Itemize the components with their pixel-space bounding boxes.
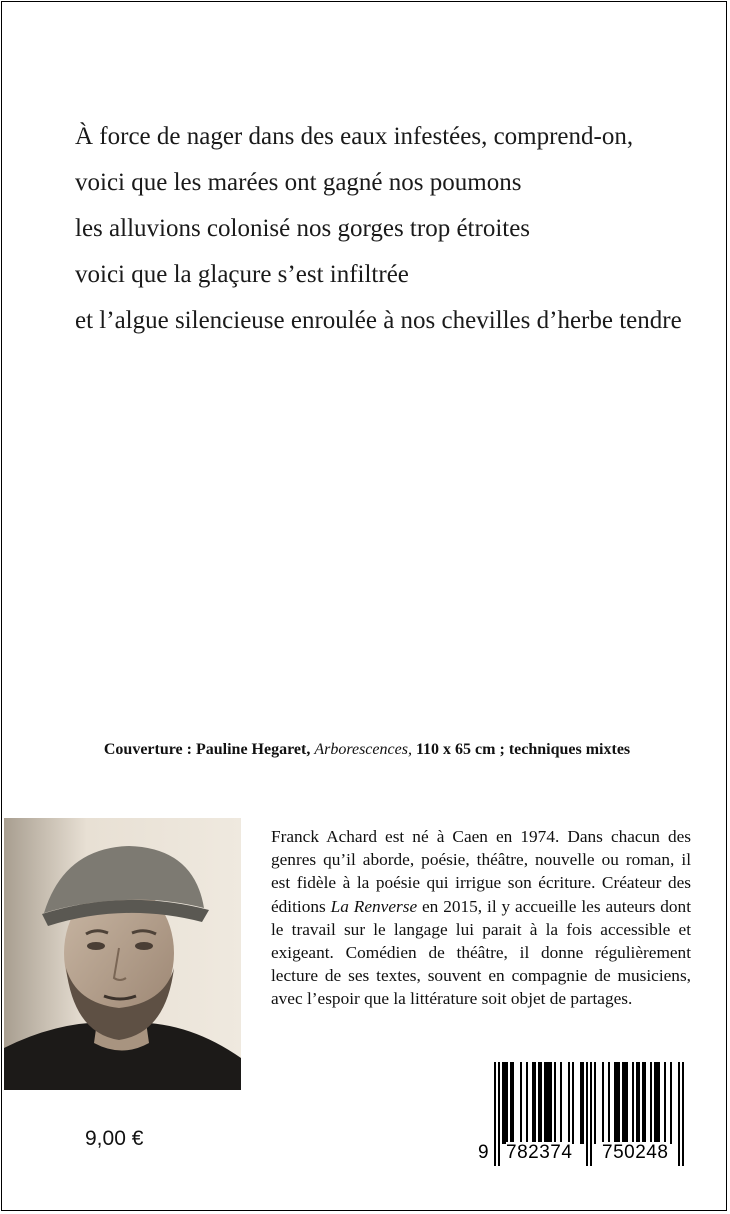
bio-text-part2: en 2015, il y accueille les auteurs dont le travail sur le langage lui parait à la fois accessible et exigeant. Comédien de théâtre, il donne régulièrement lecture de ses textes, souvent en compagnie de musiciens, avec l’espoir que la littérature soit objet de partages. <box>271 896 691 1009</box>
poem-line: À force de nager dans des eaux infestées, comprend-on, <box>75 123 634 150</box>
barcode-bar <box>572 1062 574 1144</box>
barcode-bar <box>504 1062 506 1144</box>
barcode-bar <box>520 1062 522 1144</box>
bio-publisher-name: La Renverse <box>330 896 418 916</box>
barcode-bar <box>502 1062 504 1144</box>
poem-line: voici que les marées ont gagné nos poumons <box>75 169 522 196</box>
author-portrait-image <box>4 818 241 1090</box>
barcode-digit-group-2: 750248 <box>602 1142 669 1163</box>
barcode-bar <box>656 1062 658 1144</box>
barcode-bar <box>664 1062 666 1144</box>
poem-line: et l’algue silencieuse enroulée à nos chevilles d’herbe tendre <box>75 307 682 334</box>
barcode-bar <box>618 1062 620 1144</box>
barcode-bar <box>526 1062 528 1144</box>
barcode-bar <box>658 1062 660 1144</box>
author-photo <box>4 818 241 1090</box>
back-cover <box>1 1 727 1211</box>
barcode-bar <box>582 1062 584 1144</box>
barcode-bar <box>602 1062 604 1144</box>
barcode-bar <box>614 1062 616 1144</box>
barcode-bar <box>560 1062 562 1144</box>
barcode-bar <box>546 1062 548 1144</box>
barcode-bar <box>506 1062 508 1144</box>
barcode-bar <box>644 1062 646 1144</box>
barcode-bar <box>510 1062 512 1144</box>
barcode-bar <box>538 1062 540 1144</box>
barcode-digit-group-1: 782374 <box>506 1142 573 1163</box>
poem-excerpt <box>75 114 715 344</box>
barcode-bar <box>622 1062 624 1144</box>
credit-suffix: 110 x 65 cm ; techniques mixtes <box>411 741 631 758</box>
barcode-bar <box>512 1062 514 1144</box>
barcode-bar <box>636 1062 638 1144</box>
barcode-bar <box>626 1062 628 1144</box>
barcode-bar <box>650 1062 652 1144</box>
barcode-bar <box>580 1062 582 1144</box>
barcode-bar <box>616 1062 618 1144</box>
barcode-bar <box>550 1062 552 1144</box>
barcode-bar <box>540 1062 542 1144</box>
barcode-bar <box>608 1062 610 1144</box>
credit-prefix: Couverture : Pauline Hegaret, <box>103 741 315 758</box>
barcode-bar <box>532 1062 534 1144</box>
barcode-lead-digit: 9 <box>478 1142 490 1163</box>
bio-text-part1: Franck Achard est né à Caen en 1974. Dans chacun des genres qu’il aborde, poésie, théâtre, nouvelle ou roman, il est fidèle à la poésie qui irrigue son écriture. Créateur des éditions <box>271 827 691 916</box>
barcode-bar <box>544 1062 546 1144</box>
barcode-bar <box>594 1062 596 1144</box>
poem-line: les alluvions colonisé nos gorges trop étroites <box>75 215 531 242</box>
barcode-bar <box>654 1062 656 1144</box>
price-label: 9,00 € <box>85 1127 144 1150</box>
author-biography <box>271 825 691 1011</box>
cover-credit <box>2 741 730 759</box>
barcode-digits <box>478 1142 696 1166</box>
barcode-bar <box>624 1062 626 1144</box>
credit-artwork-title: Arborescences, <box>314 741 412 758</box>
barcode-bar <box>632 1062 634 1144</box>
barcode-bar <box>642 1062 644 1144</box>
barcode-bar <box>534 1062 536 1144</box>
barcode-bar <box>670 1062 672 1144</box>
barcode-bar <box>548 1062 550 1144</box>
barcode-bar <box>568 1062 570 1144</box>
poem-line: voici que la glaçure s’est infiltrée <box>75 261 409 288</box>
barcode-bar <box>638 1062 640 1144</box>
barcode-bar <box>554 1062 556 1144</box>
